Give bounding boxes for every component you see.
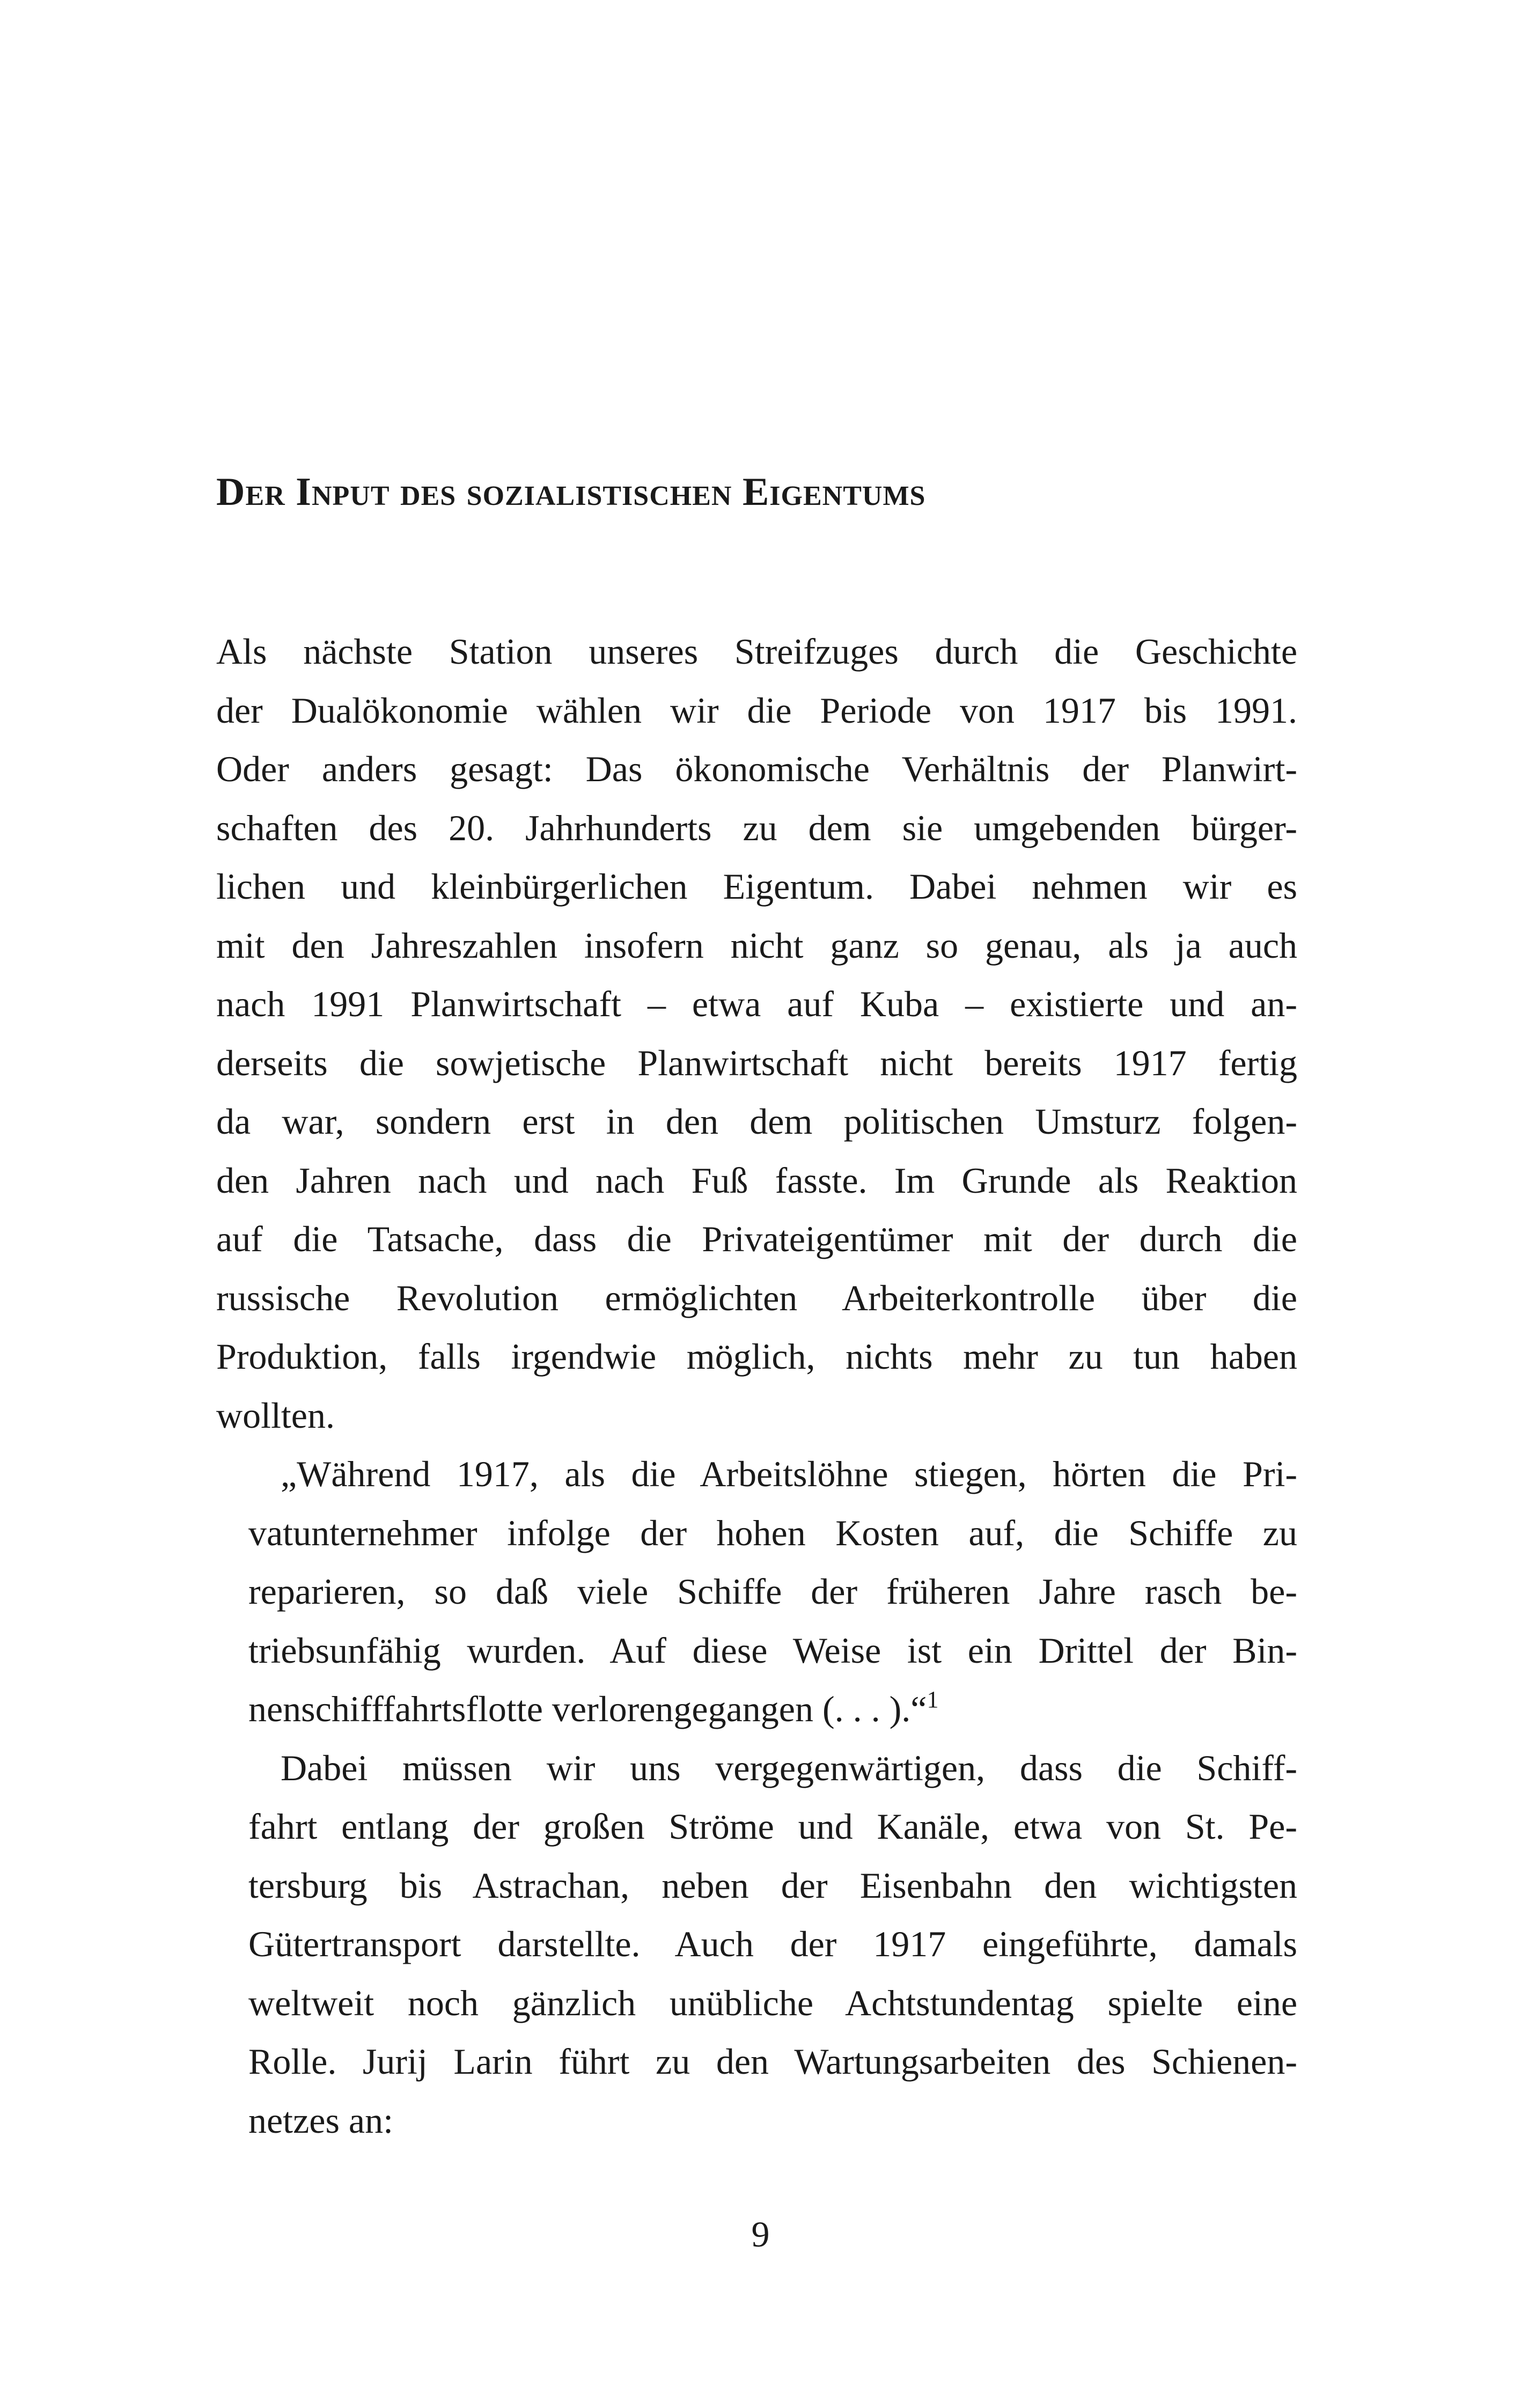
text-line: nenschifffahrtsflotte verlorengegangen (. . . ).“ <box>248 1688 927 1729</box>
text-line: Produktion, falls irgendwie möglich, nichts mehr zu tun haben <box>216 1336 1297 1377</box>
paragraph-3 <box>216 1739 1297 2150</box>
text-line: wollten. <box>216 1394 335 1436</box>
text-line: triebsunfähig wurden. Auf diese Weise ist ein Drittel der Bin- <box>248 1629 1297 1671</box>
footnote-marker[interactable]: 1 <box>927 1686 939 1713</box>
text-line: den Jahren nach und nach Fuß fasste. Im Grunde als Reaktion <box>216 1159 1297 1201</box>
text-line: lichen und kleinbürgerlichen Eigentum. Dabei nehmen wir es <box>216 866 1297 907</box>
text-line: vatunternehmer infolge der hohen Kosten auf, die Schiffe zu <box>248 1512 1297 1553</box>
paragraph-2-quote <box>216 1445 1297 1739</box>
paragraph-1 <box>216 622 1297 1445</box>
text-line: netzes an: <box>248 2099 393 2141</box>
text-line: der Dualökonomie wählen wir die Periode von 1917 bis 1991. <box>216 689 1297 731</box>
text-line: reparieren, so daß viele Schiffe der früheren Jahre rasch be- <box>248 1571 1297 1612</box>
text-line: nach 1991 Planwirtschaft – etwa auf Kuba – existierte und an- <box>216 983 1297 1024</box>
text-line: „Während 1917, als die Arbeitslöhne stiegen, hörten die Pri- <box>281 1453 1297 1494</box>
text-line: mit den Jahreszahlen insofern nicht ganz so genau, als ja auch <box>216 924 1297 966</box>
text-line: Oder anders gesagt: Das ökonomische Verhältnis der Planwirt- <box>216 748 1297 789</box>
text-line: schaften des 20. Jahrhunderts zu dem sie umgebenden bürger- <box>216 807 1297 848</box>
text-line: auf die Tatsache, dass die Privateigentümer mit der durch die <box>216 1218 1297 1259</box>
text-line-with-footnote <box>216 1680 1297 1739</box>
text-line: fahrt entlang der großen Ströme und Kanäle, etwa von St. Pe- <box>248 1806 1297 1847</box>
text-line: derseits die sowjetische Planwirtschaft nicht bereits 1917 fertig <box>216 1042 1297 1083</box>
text-line: Gütertransport darstellte. Auch der 1917 eingeführte, damals <box>248 1924 1297 1964</box>
text-line: weltweit noch gänzlich unübliche Achtstundentag spielte eine <box>248 1982 1297 2023</box>
text-line: Dabei müssen wir uns vergegenwärtigen, dass die Schiff- <box>281 1747 1297 1788</box>
text-line: Als nächste Station unseres Streifzuges durch die Geschichte <box>216 631 1297 672</box>
page-number: 9 <box>751 2214 770 2255</box>
text-line: russische Revolution ermöglichten Arbeiterkontrolle über die <box>216 1277 1297 1318</box>
body-text <box>216 622 1297 2150</box>
text-line: Rolle. Jurij Larin führt zu den Wartungsarbeiten des Schienen- <box>248 2041 1297 2082</box>
text-line: da war, sondern erst in den dem politischen Umsturz folgen- <box>216 1101 1297 1142</box>
chapter-title: Der Input des sozialistischen Eigentums <box>216 470 926 514</box>
text-line: tersburg bis Astrachan, neben der Eisenbahn den wichtigsten <box>248 1864 1297 1906</box>
